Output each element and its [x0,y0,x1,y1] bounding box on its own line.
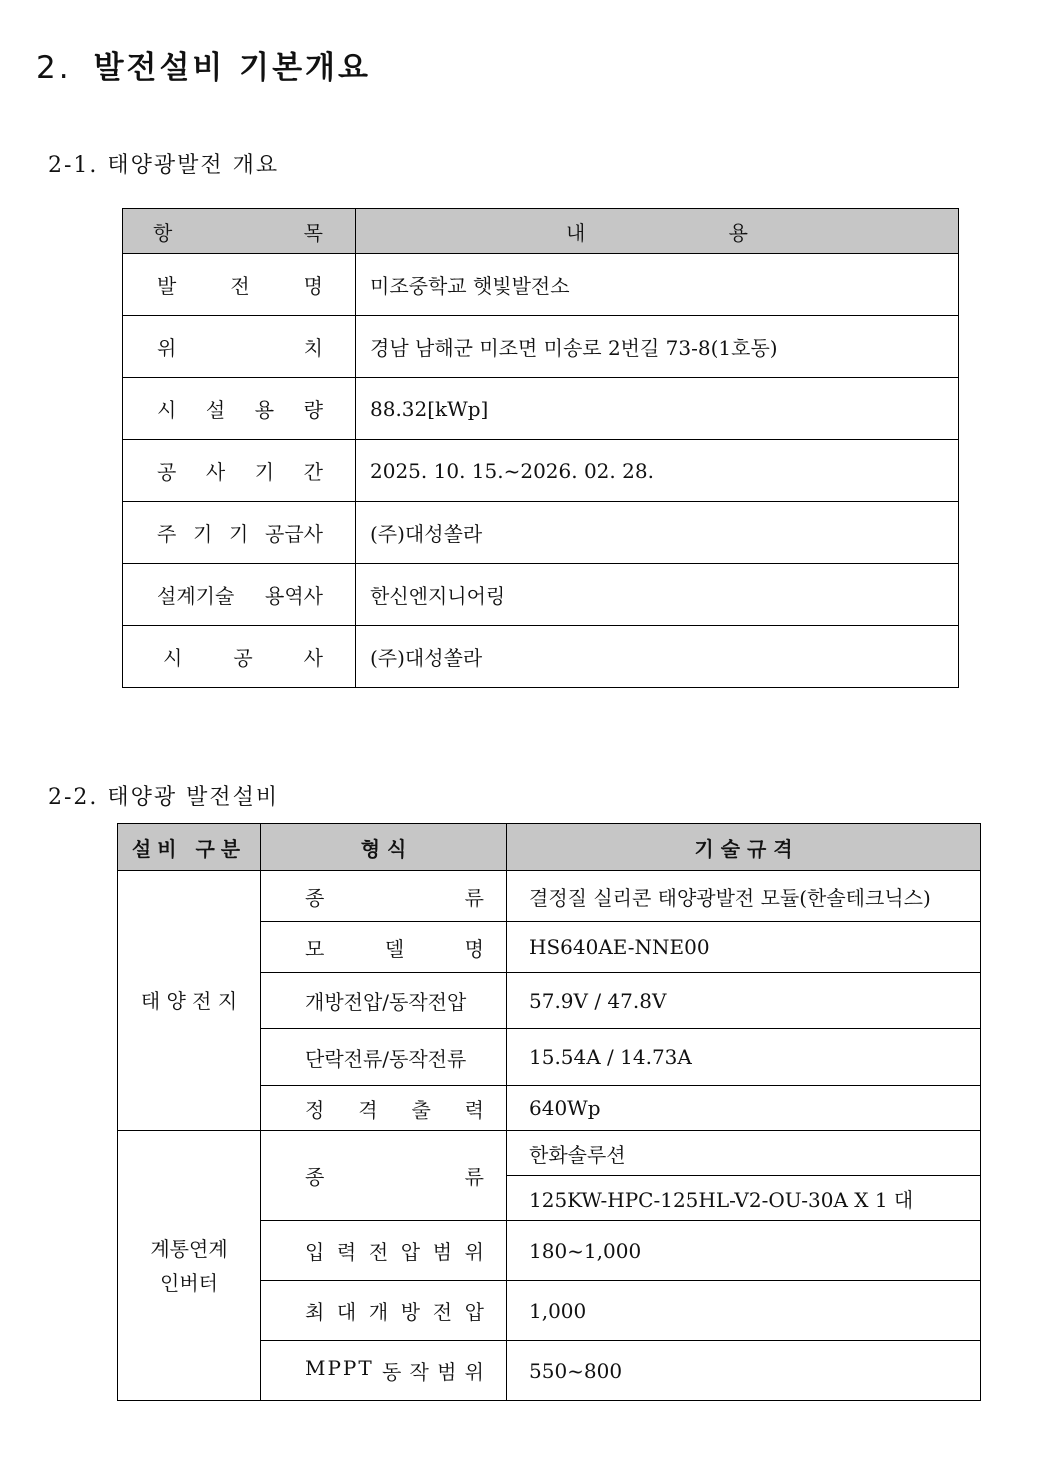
table-row [118,871,981,922]
label-part: 공 [233,646,253,670]
label-part: 사 [205,460,226,484]
table-row [123,502,959,564]
header-item-part: 항 [153,220,173,245]
label-part: 간 [303,460,323,484]
row-value: 15.54A / 14.73A [507,1029,981,1086]
category-inverter [118,1131,261,1401]
label-part: 전 [432,1300,453,1324]
label-part: 위 [464,1240,484,1264]
header-category: 설비 구분 [118,824,261,871]
label-part: 공 [157,460,177,484]
label-part: 범 [432,1240,453,1264]
header-spec: 기 술 규 격 [507,824,981,871]
label-part: 전 [368,1240,389,1264]
row-label [261,1131,507,1221]
table-row [123,564,959,626]
label-part: 개 [368,1300,389,1324]
label-part: 압 [400,1240,421,1264]
row-label [261,1281,507,1341]
label-part: 공급사 [265,522,323,546]
overview-header-row [123,209,959,254]
table-row [123,254,959,316]
label-part: 종 [305,1165,325,1189]
label-part: 정 [305,1097,325,1122]
label-part: 량 [303,398,323,422]
table-row [118,1131,981,1176]
label-part: 시 [163,646,183,670]
table-row [123,378,959,440]
row-value: 125KW-HPC-125HL-V2-OU-30A X 1 대 [507,1176,981,1221]
header-content-part: 용 [728,220,748,245]
row-label [123,378,356,440]
row-label [261,1086,507,1131]
label-part: 기 [193,522,213,546]
row-value: 1,000 [507,1281,981,1341]
equipment-header-row [118,824,981,871]
label-part: 명 [464,936,484,961]
row-value: 550~800 [507,1341,981,1401]
header-type: 형 식 [261,824,507,871]
row-value: 한신엔지니어링 [356,564,959,626]
label-part: 출 [411,1097,431,1122]
row-label [123,316,356,378]
row-label [123,254,356,316]
table-row [123,316,959,378]
label-part: 방 [400,1300,421,1324]
row-label [261,871,507,922]
label-part: 력 [464,1097,484,1122]
row-value: (주)대성쏠라 [356,626,959,688]
row-value: 결정질 실리콘 태양광발전 모듈(한솔테크닉스) [507,871,981,922]
row-label [123,440,356,502]
label-part: 류 [464,1165,484,1189]
equipment-table [117,823,981,1401]
section2-title: 2-2. 태양광 발전설비 [48,785,280,810]
label-part: 위 [157,336,177,360]
header-item-part: 목 [303,220,323,245]
row-value: 미조중학교 햇빛발전소 [356,254,959,316]
row-label [123,626,356,688]
row-value: 2025. 10. 15.~2026. 02. 28. [356,440,959,502]
label-part: 모 [305,936,325,961]
header-content [356,209,959,254]
label-part: 작 [409,1360,429,1384]
label-part: 대 [336,1300,357,1324]
row-value: (주)대성쏠라 [356,502,959,564]
label-part: 설 [205,398,226,422]
label-part: 용 [254,398,275,422]
label-part: 사 [303,646,323,670]
table-row [123,626,959,688]
heading-title: 발전설비 기본개요 [93,50,371,86]
row-value: HS640AE-NNE00 [507,922,981,973]
label-part: 범 [437,1360,457,1384]
row-label: 단락전류/동작전류 [261,1029,507,1086]
label-part: 종 [305,885,325,910]
label-part: 동 [381,1360,402,1384]
label-part: 기 [229,522,249,546]
row-value: 경남 남해군 미조면 미송로 2번길 73-8(1호동) [356,316,959,378]
row-value: 57.9V / 47.8V [507,973,981,1029]
label-part: 델 [384,936,405,961]
heading-number: 2. [36,50,72,86]
section1-title: 2-1. 태양광발전 개요 [48,153,280,178]
row-value: 180~1,000 [507,1221,981,1281]
label-part: 명 [303,274,323,298]
table-row [123,440,959,502]
overview-table [122,208,959,688]
label-part: 류 [464,885,484,910]
label-part: 격 [358,1097,378,1122]
category-solar: 태 양 전 지 [118,871,261,1131]
label-part: 발 [157,274,177,298]
label-part: 주 [157,522,177,546]
label-part: 설계기술 [157,584,235,608]
row-label: 개방전압/동작전압 [261,973,507,1029]
label-part: 용역사 [265,584,323,608]
row-label [123,564,356,626]
row-value: 88.32[kWp] [356,378,959,440]
label-part: 위 [464,1360,484,1384]
row-value: 640Wp [507,1086,981,1131]
label-part: 력 [336,1240,357,1264]
label-part: 입 [305,1240,325,1264]
header-content-part: 내 [566,220,586,245]
label-part: MPPT [305,1356,374,1380]
label-part: 전 [230,274,250,298]
label-part: 최 [305,1300,325,1324]
row-label [261,922,507,973]
category-inverter-line2: 인버터 [160,1270,218,1295]
row-label [123,502,356,564]
header-item [123,209,356,254]
label-part: 시 [157,398,177,422]
row-label [261,1221,507,1281]
row-value: 한화솔루션 [507,1131,981,1176]
row-label [261,1341,507,1401]
label-part: 압 [464,1300,484,1324]
main-heading [36,42,371,87]
category-inverter-line1: 계통연계 [150,1236,228,1261]
label-part: 치 [303,336,323,360]
label-part: 기 [254,460,275,484]
